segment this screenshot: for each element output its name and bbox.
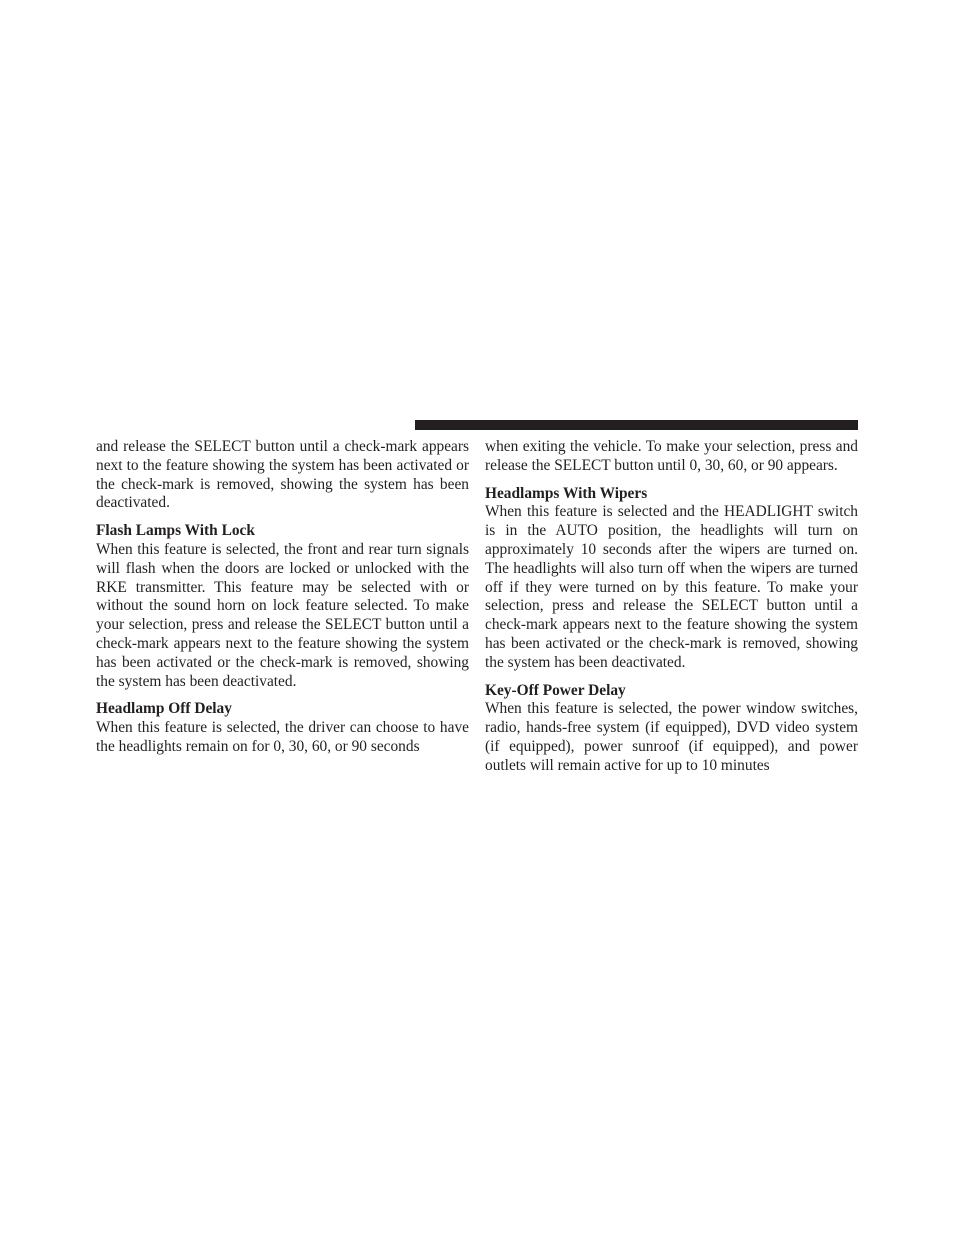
heading-key-off-power-delay: Key-Off Power Delay	[485, 681, 626, 699]
intro-paragraph: and release the SELECT button until a check-mark appears next to the feature showing the system has been activated or the check-mark is removed, showing the system has been deactivated.	[96, 438, 469, 512]
heading-headlamps-with-wipers: Headlamps With Wipers	[485, 484, 648, 502]
heading-flash-lamps-with-lock: Flash Lamps With Lock	[96, 522, 255, 540]
paragraph-key-off-power-delay: When this feature is selected, the power window switches, radio, hands-free system (if equipped), DVD video system (if equipped), power sunroof (if equipped), and power outlets will remain active for up to 10 minutes	[485, 700, 858, 774]
left-column	[96, 438, 469, 766]
heading-headlamp-off-delay: Headlamp Off Delay	[96, 700, 232, 718]
right-column	[485, 438, 858, 785]
continued-paragraph: when exiting the vehicle. To make your selection, press and release the SELECT button until 0, 30, 60, or 90 appears.	[485, 438, 858, 474]
paragraph-headlamp-off-delay: When this feature is selected, the driver can choose to have the headlights remain on for 0, 30, 60, or 90 seconds	[96, 719, 469, 755]
paragraph-headlamps-with-wipers: When this feature is selected and the HEADLIGHT switch is in the AUTO position, the headlights will turn on approximately 10 seconds after the wipers are turned on. The headlights will also turn off when the wipers are turned off if they were turned on by this feature. To make your selection, press and release the SELECT button until a check-mark appears next to the feature showing the system has been activated or the check-mark is removed, showing the system has been deactivated.	[485, 503, 858, 671]
paragraph-flash-lamps-with-lock: When this feature is selected, the front and rear turn signals will flash when the doors are locked or unlocked with the RKE transmitter. This feature may be selected with or without the sound horn on lock feature selected. To make your selection, press and release the SELECT button until a check-mark appears next to the feature showing the system has been activated or the check-mark is removed, showing the system has been deactivated.	[96, 540, 469, 690]
header-rule	[415, 420, 858, 430]
